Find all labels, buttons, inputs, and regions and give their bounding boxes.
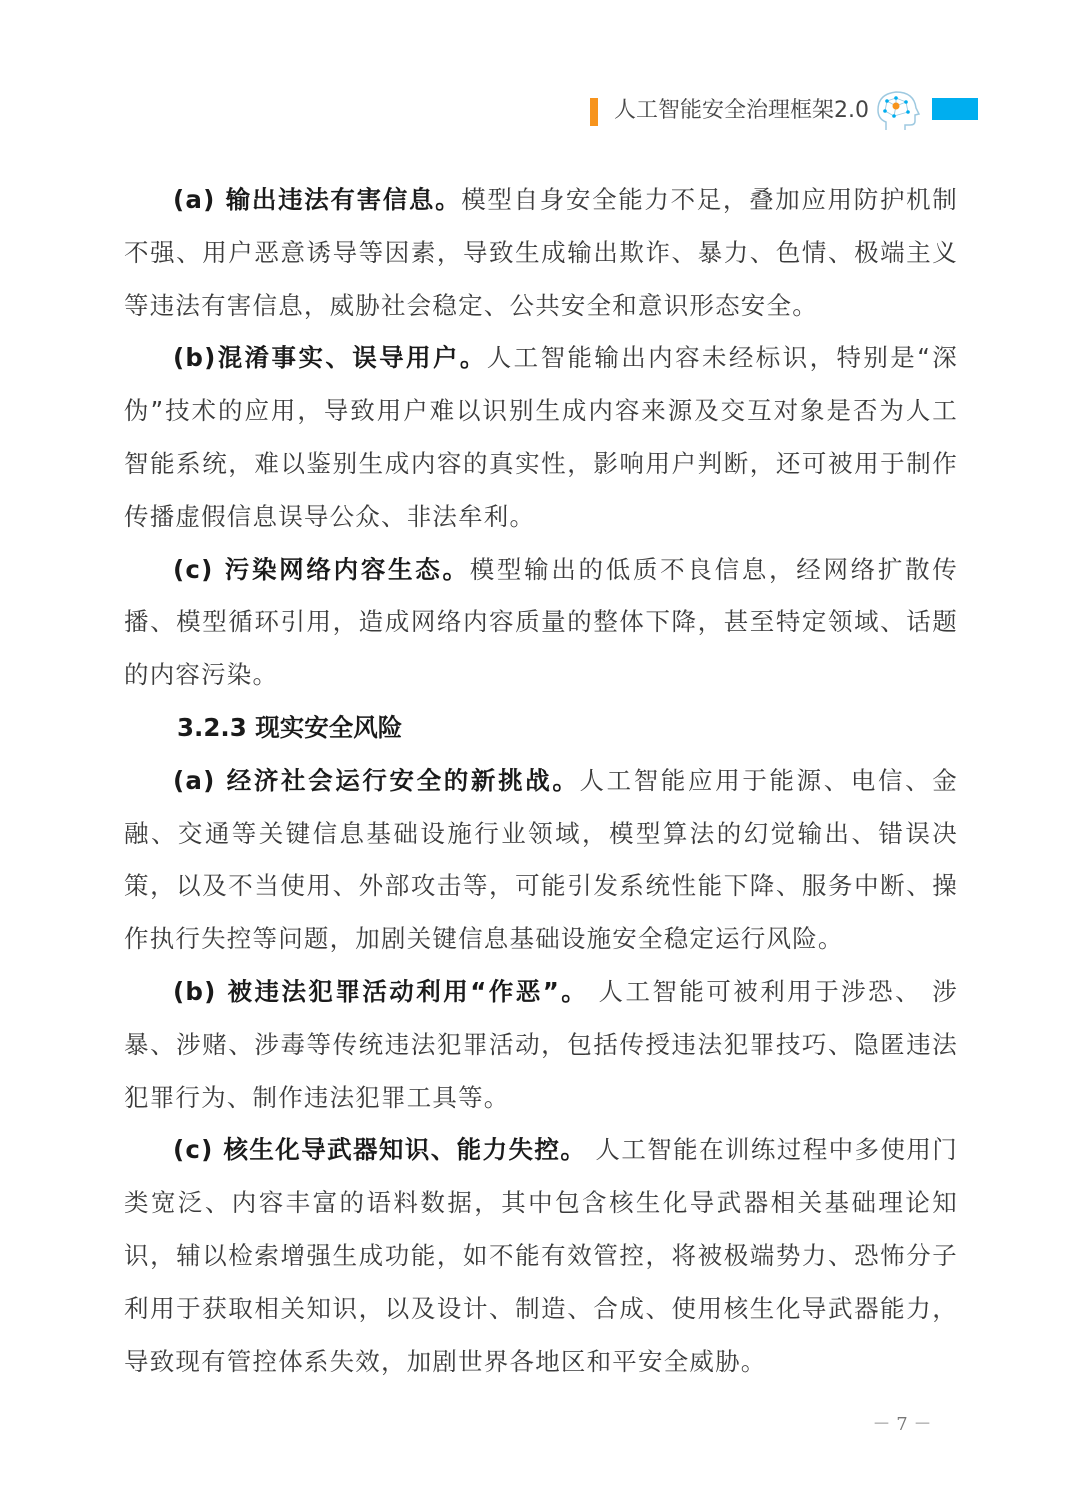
- ai-head-network-icon: [872, 86, 922, 134]
- paragraph-text: 人工智能可被利用于涉恐、 涉暴、涉赌、涉毒等传统违法犯罪活动，包括传授违法犯罪技巧、隐匿违法犯罪行为、制作违法犯罪工具等。: [124, 976, 959, 1112]
- paragraph-text: 模型输出的低质不良信息，经网络扩散传播、模型循环引用，造成网络内容质量的整体下降，甚至特定领域、话题的内容污染。: [124, 554, 959, 690]
- paragraph: [124, 1124, 958, 1388]
- paragraph: [124, 966, 958, 1124]
- paragraph-heading: (b) 被违法犯罪活动利用“作恶”。: [173, 976, 589, 1006]
- paragraph: [124, 755, 958, 966]
- page-number: － 7 －: [872, 1414, 932, 1435]
- header-accent-bar: [590, 98, 598, 126]
- header-color-block: [932, 98, 978, 120]
- paragraph-text: 人工智能在训练过程中多使用门类宽泛、内容丰富的语料数据，其中包含核生化导武器相关基础理论知识，辅以检索增强生成功能，如不能有效管控，将被极端势力、恐怖分子利用于获取相关知识，以及设计、制造、合成、使用核生化导武器能力，导致现有管控体系失效，加剧世界各地区和平安全威胁。: [124, 1135, 958, 1376]
- paragraph-text: 模型自身安全能力不足，叠加应用防护机制不强、用户恶意诱导等因素，导致生成输出欺诈、暴力、色情、极端主义等违法有害信息，威胁社会稳定、公共安全和意识形态安全。: [124, 185, 958, 320]
- paragraph-heading: (c) 污染网络内容生态。: [173, 554, 470, 584]
- page-header: [590, 86, 990, 134]
- paragraph-heading: (b)混淆事实、误导用户。: [173, 343, 487, 373]
- paragraph-heading: (c) 核生化导武器知识、能力失控。: [173, 1135, 587, 1165]
- paragraph-text: 人工智能应用于能源、电信、金融、交通等关键信息基础设施行业领域，模型算法的幻觉输出、错误决策，以及不当使用、外部攻击等，可能引发系统性能下降、服务中断、操作执行失控等问题，加剧关键信息基础设施安全稳定运行风险。: [124, 765, 958, 954]
- header-title: 人工智能安全治理框架2.0: [614, 98, 869, 123]
- paragraph-heading: (a) 经济社会运行安全的新挑战。: [173, 765, 580, 795]
- section-title: 3.2.3 现实安全风险: [177, 712, 403, 742]
- paragraph: [124, 544, 958, 702]
- paragraph: [124, 332, 958, 543]
- paragraph-heading: (a) 输出违法有害信息。: [173, 185, 462, 214]
- paragraph-text: 人工智能输出内容未经标识，特别是“深伪”技术的应用，导致用户难以识别生成内容来源及交互对象是否为人工智能系统，难以鉴别生成内容的真实性，影响用户判断，还可被用于制作传播虚假信息误导公众、非法牟利。: [124, 343, 959, 531]
- document-body: [124, 174, 958, 1388]
- paragraph: [124, 174, 958, 332]
